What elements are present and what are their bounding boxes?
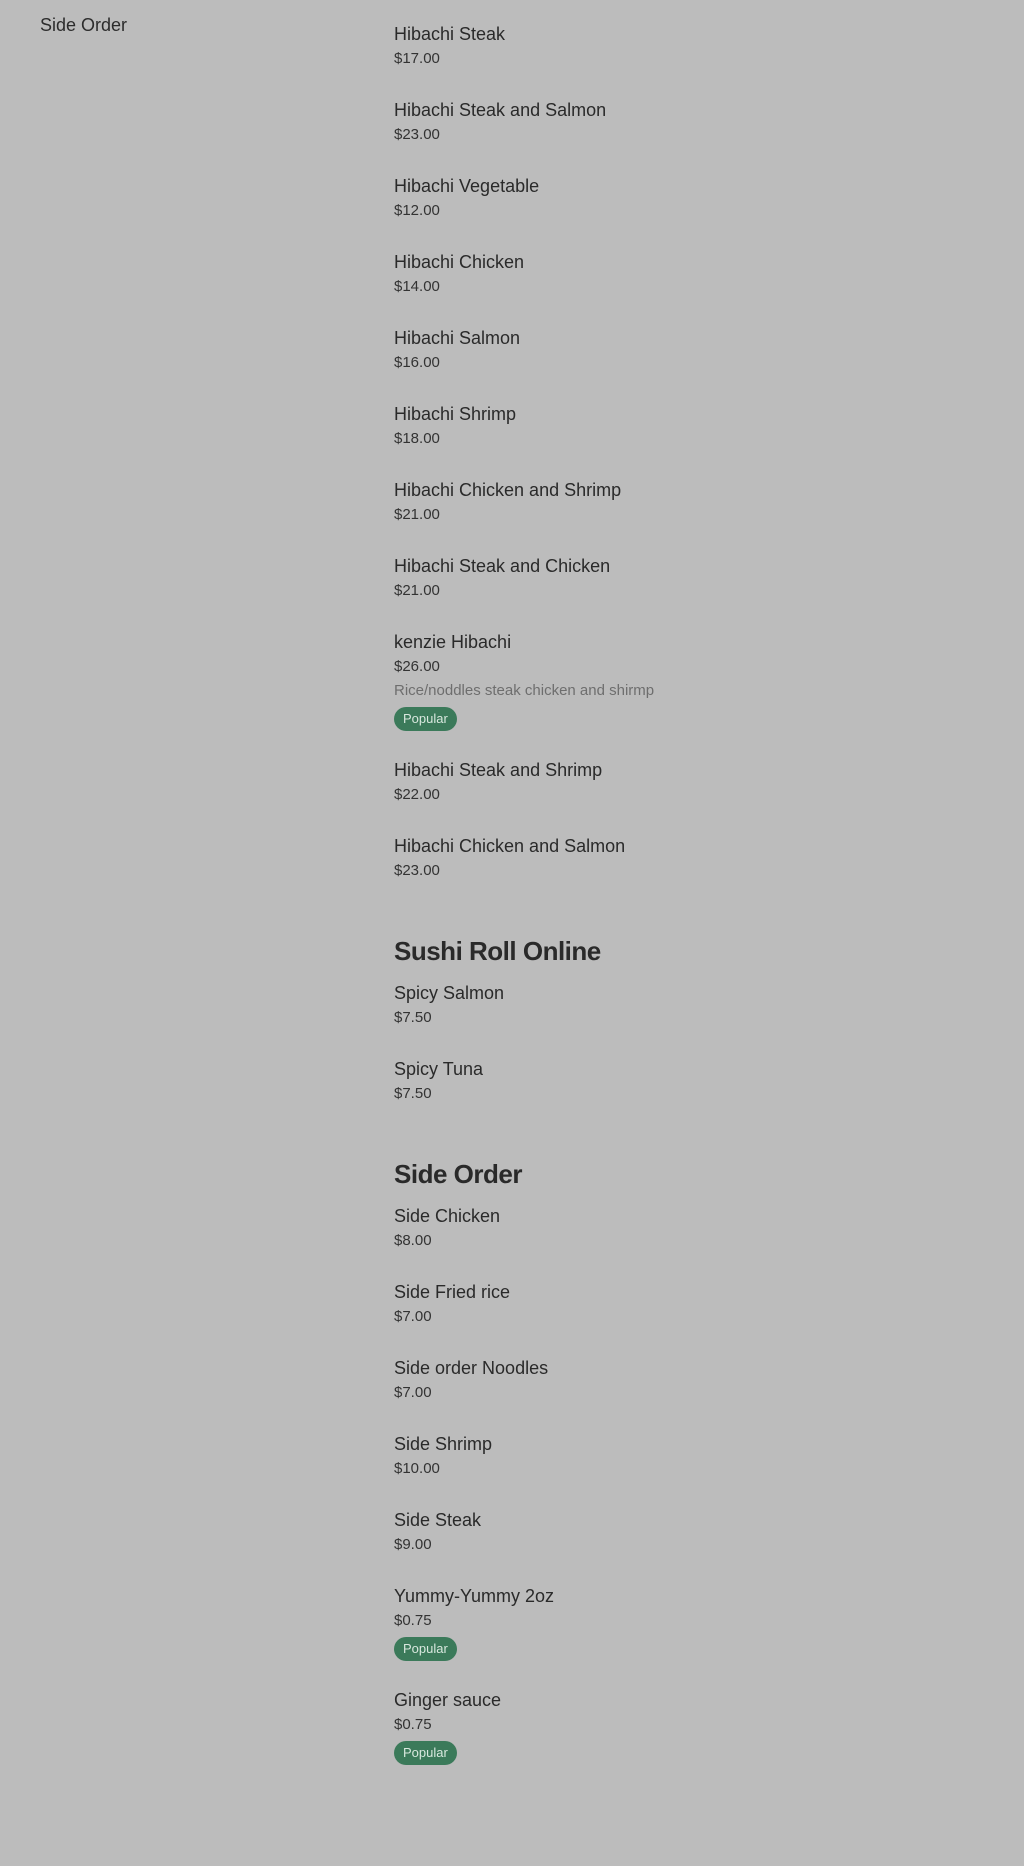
item-price: $17.00 [394,50,440,67]
item-name: Side Fried rice [394,1282,511,1302]
item-name: Side Chicken [394,1206,501,1226]
item-name: Hibachi Chicken [394,252,525,272]
item-price: $23.00 [394,862,440,879]
item-price: $7.00 [394,1384,432,1401]
menu-section [394,1132,994,1792]
item-price: $8.00 [394,1232,432,1249]
menu-item[interactable] [394,1280,994,1356]
item-name: Side Steak [394,1510,482,1530]
item-name: kenzie Hibachi [394,632,512,652]
sidebar-item-side-order[interactable]: Side Order [40,15,128,35]
item-name: Yummy-Yummy 2oz [394,1586,555,1606]
item-name: Hibachi Steak and Salmon [394,100,607,120]
item-name: Hibachi Steak [394,24,506,44]
item-price: $7.50 [394,1009,432,1026]
item-price: $14.00 [394,278,440,295]
item-price: $18.00 [394,430,440,447]
item-name: Spicy Salmon [394,983,505,1003]
menu-item[interactable] [394,98,994,174]
item-price: $10.00 [394,1460,440,1477]
menu-item[interactable] [394,22,994,98]
menu-item[interactable] [394,1356,994,1432]
menu-item[interactable] [394,0,994,22]
item-price: $9.00 [394,1536,432,1553]
menu-item[interactable] [394,1432,994,1508]
item-name: Hibachi Chicken and Salmon [394,836,626,856]
menu-item[interactable] [394,478,994,554]
item-description: Rice/noddles steak chicken and shirmp [394,682,655,699]
menu-item[interactable] [394,174,994,250]
category-sidebar [40,13,127,37]
item-name: Side order Noodles [394,1358,549,1378]
item-name: Ginger sauce [394,1690,502,1710]
menu-item[interactable] [394,630,994,758]
menu-list [394,0,994,1792]
menu-item[interactable] [394,834,994,910]
menu-item[interactable] [394,1204,994,1280]
menu-section [394,0,994,910]
item-name: Hibachi Steak and Shrimp [394,760,603,780]
menu-item[interactable] [394,758,994,834]
item-price: $7.50 [394,1085,432,1102]
menu-item[interactable] [394,1584,994,1688]
item-price: $21.00 [394,582,440,599]
section-title: Side Order [394,1159,522,1189]
menu-item[interactable] [394,1508,994,1584]
item-name: Hibachi Chicken and Shrimp [394,480,622,500]
item-price: $0.75 [394,1716,432,1733]
item-price: $0.75 [394,1612,432,1629]
item-price: $21.00 [394,506,440,523]
item-price: $23.00 [394,126,440,143]
popular-badge: Popular [394,1637,457,1661]
item-name: Spicy Tuna [394,1059,484,1079]
popular-badge: Popular [394,1741,457,1765]
popular-badge: Popular [394,707,457,731]
item-price: $22.00 [394,786,440,803]
item-price: $7.00 [394,1308,432,1325]
item-name: Hibachi Vegetable [394,176,540,196]
menu-item[interactable] [394,402,994,478]
item-name: Side Shrimp [394,1434,493,1454]
item-price: $16.00 [394,354,440,371]
item-name: Hibachi Shrimp [394,404,517,424]
item-name: Hibachi Steak and Chicken [394,556,611,576]
section-title: Sushi Roll Online [394,936,601,966]
menu-item[interactable] [394,250,994,326]
menu-item[interactable] [394,1688,994,1792]
menu-item[interactable] [394,1057,994,1133]
menu-item[interactable] [394,554,994,630]
item-name: Hibachi Salmon [394,328,521,348]
menu-item[interactable] [394,326,994,402]
item-price: $12.00 [394,202,440,219]
menu-section [394,909,994,1133]
item-price: $26.00 [394,658,440,675]
menu-item[interactable] [394,981,994,1057]
